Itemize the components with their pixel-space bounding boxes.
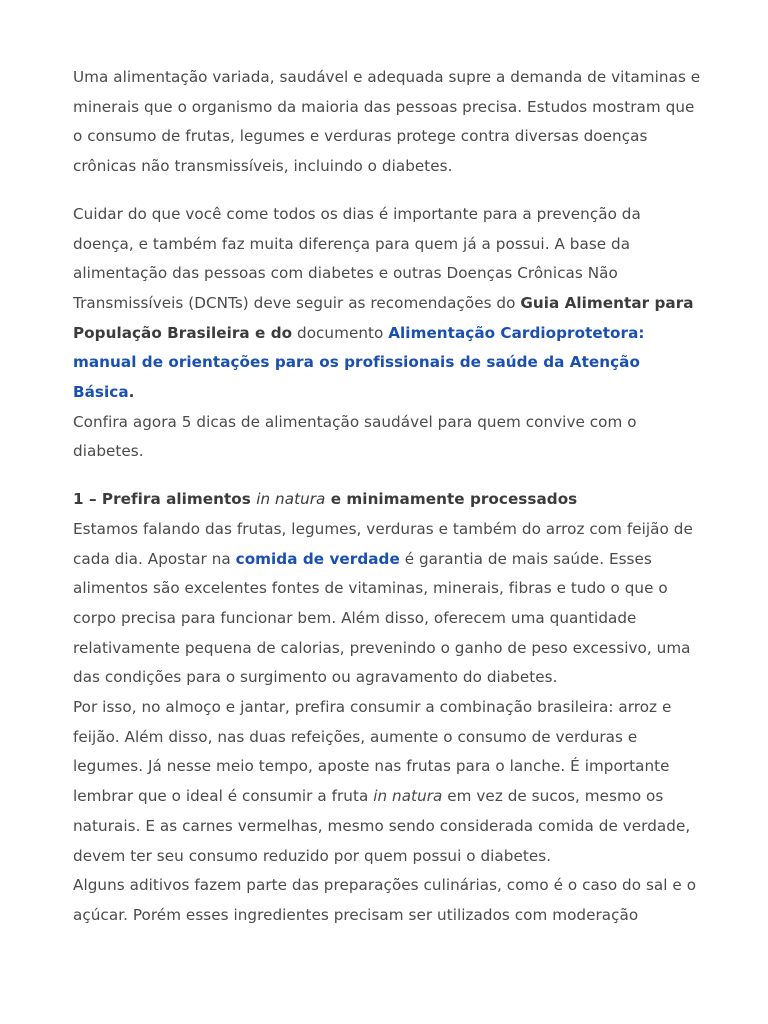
section-1-heading-italic: in natura [256, 490, 326, 509]
comida-de-verdade-link[interactable]: comida de verdade [235, 549, 400, 568]
section-1-heading-prefix: 1 – Prefira alimentos [73, 490, 257, 509]
article-body [73, 63, 703, 931]
section-1-paragraph-2 [73, 693, 703, 871]
section-1-p1-text-before: Estamos falando das frutas, legumes, verduras e também do arroz com feijão de cada dia. Apostar na [73, 519, 693, 568]
guide-title-bold: Guia Alimentar para População Brasileira e do [73, 293, 694, 342]
section-1-heading [73, 485, 703, 515]
paragraph-spacer [73, 182, 703, 200]
guide-paragraph-period: . [128, 383, 135, 402]
guide-paragraph [73, 200, 703, 408]
paragraph-spacer [73, 467, 703, 485]
intro-paragraph: Uma alimentação variada, saudável e adequada supre a demanda de vitaminas e minerais que o organismo da maioria das pessoas precisa. Estudos mostram que o consumo de frutas, legumes e verduras protege contra diversas doenças crônicas não transmissíveis, incluindo o diabetes. [73, 68, 701, 176]
section-1-paragraph-3: Alguns aditivos fazem parte das preparações culinárias, como é o caso do sal e o açúcar. Porém esses ingredientes precisam ser utilizados com moderação [73, 876, 697, 924]
section-1-p2-text-after: em vez de sucos, mesmo os naturais. E as carnes vermelhas, mesmo sendo considerada comida de verdade, devem ter seu consumo reduzido por quem possui o diabetes. [73, 787, 691, 865]
manual-link[interactable]: Alimentação Cardioprotetora: manual de orientações para os profissionais de saúde da Atenção Básica [73, 323, 645, 402]
section-1-p2-italic: in natura [373, 787, 443, 806]
section-1-paragraph-1 [73, 515, 703, 693]
section-1-p1-text-after: é garantia de mais saúde. Esses alimentos são excelentes fontes de vitaminas, minerais, fibras e tudo o que o corpo precisa para funcionar bem. Além disso, oferecem uma quantidade relativamente pequena de calorias, prevenindo o ganho de peso excessivo, uma das condições para o surgimento ou agravamento do diabetes. [73, 549, 691, 687]
guide-paragraph-text: Cuidar do que você come todos os dias é importante para a prevenção da doença, e também faz muita diferença para quem já a possui. A base da alimentação das pessoas com diabetes e outras Doenças Crônicas Não Transmissíveis (DCNTs) deve seguir as recomendações do [73, 204, 641, 312]
section-1-heading-suffix: e minimamente processados [325, 490, 578, 509]
section-1-p2-text-before: Por isso, no almoço e jantar, prefira consumir a combinação brasileira: arroz e feijão. Além disso, nas duas refeições, aumente o consumo de verduras e legumes. Já nesse meio tempo, aposte nas frutas para o lanche. É importante lembrar que o ideal é consumir a fruta [73, 698, 672, 806]
tips-intro-paragraph: Confira agora 5 dicas de alimentação saudável para quem convive com o diabetes. [73, 412, 637, 461]
document-word: documento [292, 323, 389, 342]
